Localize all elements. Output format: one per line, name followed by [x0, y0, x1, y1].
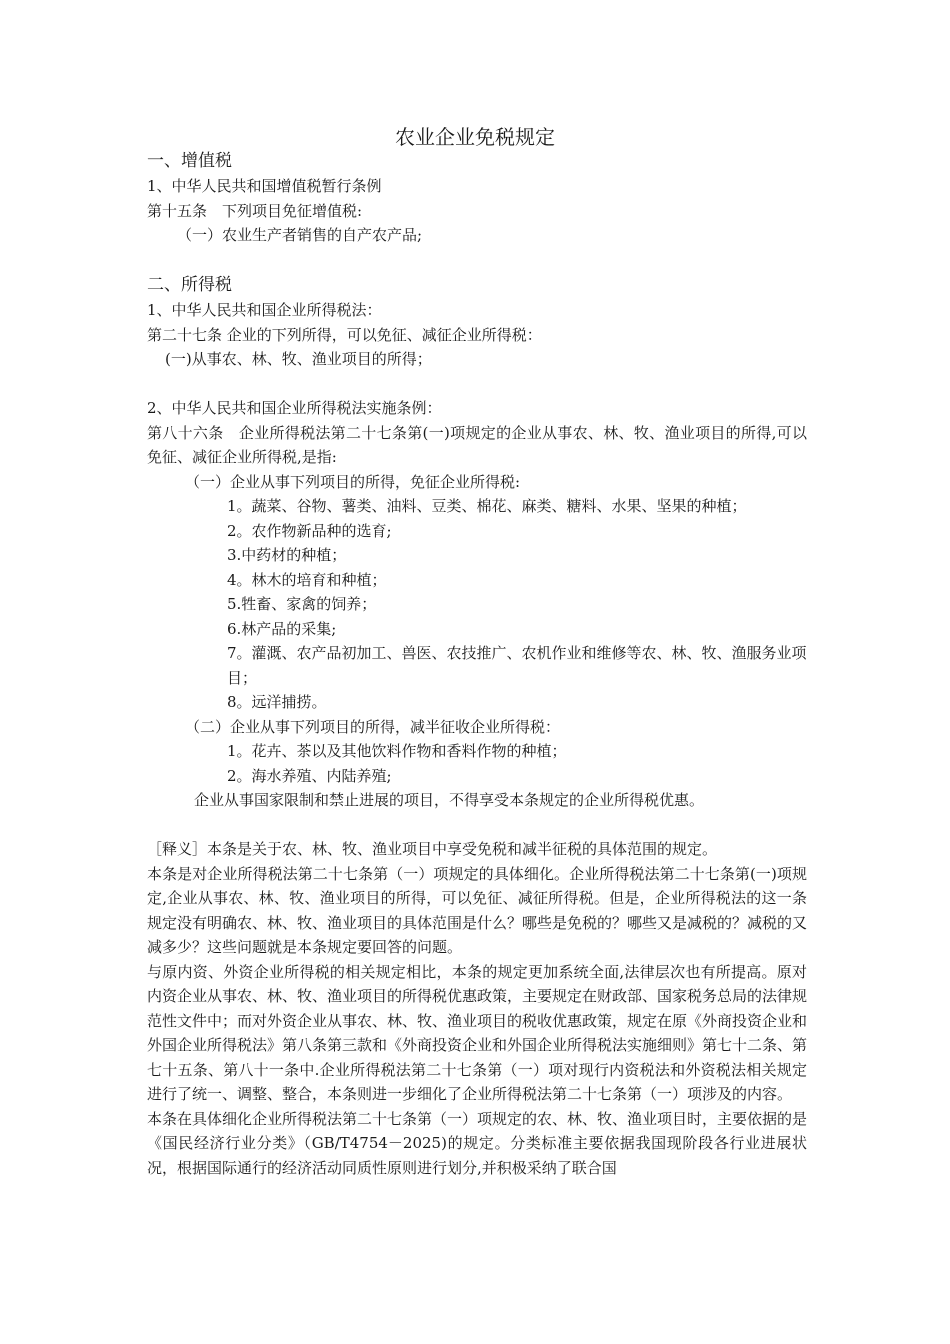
restriction-note: 企业从事国家限制和禁止进展的项目，不得享受本条规定的企业所得税优惠。	[194, 791, 705, 809]
section-heading-vat: 一、增值税	[147, 151, 232, 171]
spacer	[147, 248, 807, 273]
exempt-item: 5.牲畜、家禽的饲养；	[227, 595, 377, 613]
half-tax-heading: （二）企业从事下列项目的所得，减半征收企业所得税：	[185, 717, 561, 736]
income-law1-item: (一)从事农、林、牧、渔业项目的所得；	[165, 350, 432, 368]
interpretation-paragraph: 与原内资、外资企业所得税的相关规定相比，本条的规定更加系统全面,法律层次也有所提高。原对内资企业从事农、林、牧、渔业项目的所得税优惠政策，主要规定在财政部、国家税务总局的法律规范性文件中；而对外资企业从事农、林、牧、渔业项目的税收优惠政策，规定在原《外商投资企业和外国企业所得税法》第八条第三款和《外商投资企业和外国企业所得税法实施细则》第七十二条、第七十五条、第八十一条中.企业所得税法第二十七条第（一）项对现行内资税法和外资税法相关规定进行了统一、调整、整合，本条则进一步细化了企业所得税法第二十七条第（一）项涉及的内容。	[147, 962, 808, 1103]
document-title: 农业企业免税规定	[395, 125, 555, 149]
vat-article: 第十五条 下列项目免征增值税:	[147, 201, 363, 220]
income-law2-article: 第八十六条 企业所得税法第二十七条第(一)项规定的企业从事农、林、牧、渔业项目的所得,可以免征、减征企业所得税,是指:	[147, 423, 807, 466]
section-heading-income: 二、所得税	[147, 275, 232, 295]
interpretation-paragraph: 本条是对企业所得税法第二十七条第（一）项规定的具体细化。企业所得税法第二十七条第(一)项规定,企业从事农、林、牧、渔业项目的所得，可以免征、减征所得税。但是，企业所得税法的这一条规定没有明确农、林、牧、渔业项目的具体范围是什么？哪些是免税的？哪些又是减税的？减税的又减多少？这些问题就是本条规定要回答的问题。	[147, 864, 808, 956]
exempt-item: 1。蔬菜、谷物、薯类、油料、豆类、棉花、麻类、糖料、水果、坚果的种植；	[227, 497, 747, 515]
document-body	[147, 148, 807, 1180]
exempt-heading: （一）企业从事下列项目的所得，免征企业所得税:	[185, 472, 521, 491]
exempt-item: 6.林产品的采集;	[227, 619, 337, 638]
half-tax-item: 2。海水养殖、内陆养殖;	[227, 766, 392, 785]
income-law1-article: 第二十七条 企业的下列所得，可以免征、减征企业所得税：	[147, 325, 542, 344]
income-law2-title: 2、中华人民共和国企业所得税法实施条例：	[147, 399, 442, 417]
exempt-item: 4。林木的培育和种植；	[227, 570, 387, 589]
half-tax-item: 1。花卉、茶以及其他饮料作物和香料作物的种植；	[227, 742, 567, 760]
interpretation-paragraph: 本条在具体细化企业所得税法第二十七条第（一）项规定的农、林、牧、渔业项目时，主要依据的是《国民经济行业分类》（GB/T4754－2025)的规定。分类标准主要依据我国现阶段各行业进展状况，根据国际通行的经济活动同质性原则进行划分,并积极采纳了联合国	[147, 1109, 808, 1177]
exempt-item: 3.中药材的种植；	[227, 546, 347, 564]
vat-item: （一）农业生产者销售的自产农产品;	[177, 226, 423, 244]
exempt-item: 2。农作物新品种的选育;	[227, 521, 392, 540]
exempt-item: 7。灌溉、农产品初加工、兽医、农技推广、农机作业和维修等农、林、牧、渔服务业项目；	[227, 644, 807, 687]
spacer	[147, 372, 807, 397]
vat-law-title: 1、中华人民共和国增值税暂行条例	[147, 177, 382, 195]
spacer	[147, 813, 807, 838]
income-law1-title: 1、中华人民共和国企业所得税法：	[147, 301, 382, 319]
interpretation-paragraph: ［释义］本条是关于农、林、牧、渔业项目中享受免税和减半征税的具体范围的规定。	[147, 840, 718, 858]
exempt-item: 8。远洋捕捞。	[227, 693, 327, 711]
